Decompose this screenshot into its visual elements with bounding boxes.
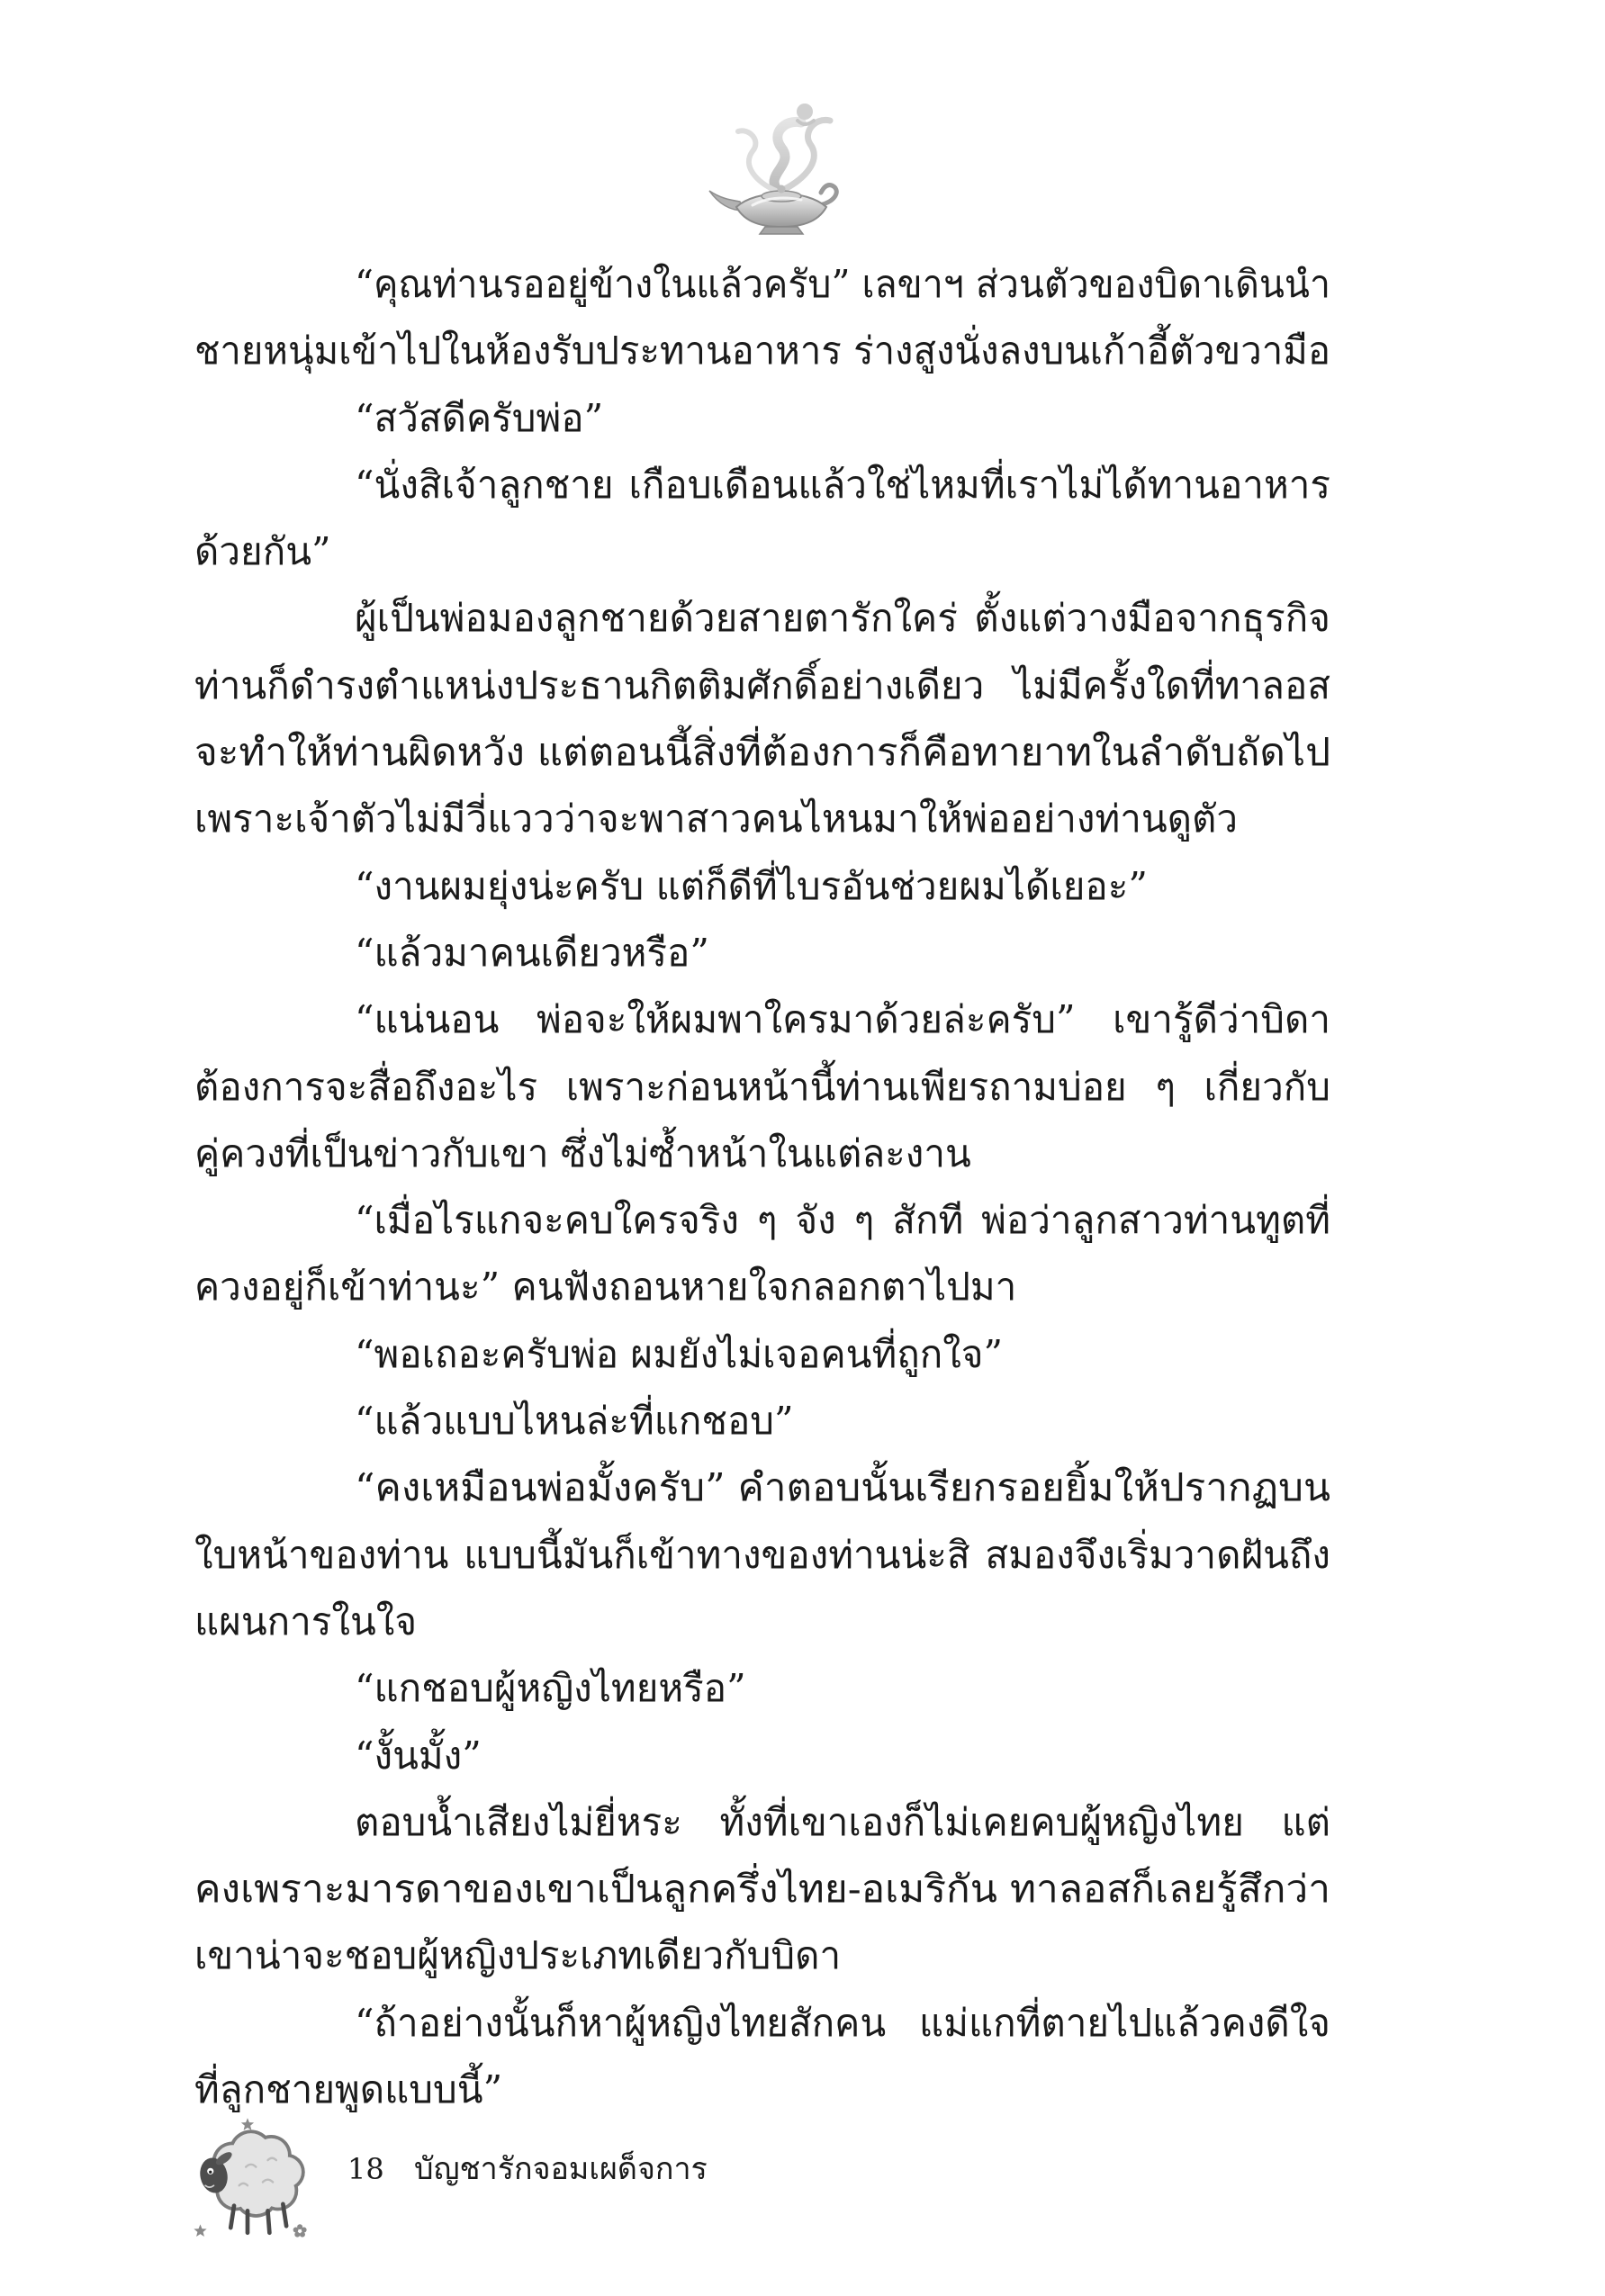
- paragraph: [194, 1723, 1330, 1789]
- paragraph: [194, 1388, 1330, 1454]
- lamp-smoke: [738, 104, 830, 193]
- text-line: ผู้เป็นพ่อมองลูกชายด้วยสายตารักใคร่ ตั้งแต่วางมือจากธุรกิจ: [355, 596, 1330, 641]
- paragraph: [194, 1187, 1330, 1321]
- paragraph: [194, 1321, 1330, 1388]
- text-line: ชายหนุ่มเข้าไปในห้องรับประทานอาหาร ร่างสูงนั่งลงบนเก้าอี้ตัวขวามือ: [194, 329, 1330, 374]
- text-line: “ถ้าอย่างนั้นก็หาผู้หญิงไทยสักคน แม่แกที่ตายไปแล้วคงดีใจ: [355, 2000, 1330, 2045]
- text-line: “งานผมยุ่งน่ะครับ แต่ก็ดีที่ไบรอันช่วยผมได้เยอะ”: [355, 863, 1148, 908]
- paragraph: [194, 1990, 1330, 2124]
- text-line: “คงเหมือนพ่อมั้งครับ” คำตอบนั้นเรียกรอยยิ้มให้ปรากฏบน: [355, 1465, 1330, 1510]
- text-line: “สวัสดีครับพ่อ”: [355, 395, 604, 440]
- text-line: คู่ควงที่เป็นข่าวกับเขา ซึ่งไม่ซ้ำหน้าในแต่ละงาน: [194, 1130, 971, 1175]
- lamp-vessel: [709, 185, 836, 235]
- paragraph: [194, 920, 1330, 986]
- text-line: ใบหน้าของท่าน แบบนี้มันก็เข้าทางของท่านน่ะสิ สมองจึงเริ่มวาดฝันถึง: [194, 1532, 1330, 1577]
- text-line: ควงอยู่ก็เข้าท่านะ” คนฟังถอนหายใจกลอกตาไปมา: [194, 1265, 1017, 1310]
- paragraph: [194, 1789, 1330, 1990]
- page-number: 18: [347, 2152, 384, 2186]
- text-line: “แล้วแบบไหนล่ะที่แกชอบ”: [355, 1399, 794, 1444]
- text-line: คงเพราะมารดาของเขาเป็นลูกครึ่งไทย-อเมริกัน ทาลอสก็เลยรู้สึกว่า: [194, 1867, 1330, 1912]
- body-text: [194, 251, 1330, 2123]
- text-line: ตอบน้ำเสียงไม่ยี่หระ ทั้งที่เขาเองก็ไม่เคยคบผู้หญิงไทย แต่: [355, 1799, 1330, 1844]
- paragraph: [194, 452, 1330, 586]
- text-line: เขาน่าจะชอบผู้หญิงประเภทเดียวกับบิดา: [194, 1933, 842, 1978]
- genie-lamp-icon: [702, 95, 846, 239]
- text-line: “แล้วมาคนเดียวหรือ”: [355, 930, 709, 975]
- text-line: “แน่นอน พ่อจะให้ผมพาใครมาด้วยล่ะครับ” เขารู้ดีว่าบิดา: [355, 997, 1330, 1042]
- paragraph: [194, 1454, 1330, 1655]
- paragraph: [194, 853, 1330, 920]
- text-line: ด้วยกัน”: [194, 529, 331, 574]
- text-line: จะทำให้ท่านผิดหวัง แต่ตอนนี้สิ่งที่ต้องการก็คือทายาทในลำดับถัดไป: [194, 730, 1330, 775]
- paragraph: [194, 1655, 1330, 1722]
- text-line: ที่ลูกชายพูดแบบนี้”: [194, 2067, 503, 2112]
- text-line: “นั่งสิเจ้าลูกชาย เกือบเดือนแล้วใช่ไหมที่เราไม่ได้ทานอาหาร: [355, 462, 1330, 507]
- text-line: “เมื่อไรแกจะคบใครจริง ๆ จัง ๆ สักที พ่อว่าลูกสาวท่านทูตที่: [355, 1198, 1330, 1243]
- text-line: “แกชอบผู้หญิงไทยหรือ”: [355, 1666, 746, 1711]
- text-line: “งั้นมั้ง”: [355, 1733, 482, 1778]
- text-line: ท่านก็ดำรงตำแหน่งประธานกิตติมศักดิ์อย่างเดียว ไม่มีครั้งใดที่ทาลอส: [194, 662, 1330, 707]
- text-line: เพราะเจ้าตัวไม่มีวี่แววว่าจะพาสาวคนไหนมาให้พ่ออย่างท่านดูตัว: [194, 797, 1239, 842]
- text-line: “คุณท่านรออยู่ข้างในแล้วครับ” เลขาฯ ส่วนตัวของบิดาเดินนำ: [355, 262, 1330, 306]
- paragraph: [194, 251, 1330, 385]
- book-title: บัญชารักจอมเผด็จการ: [414, 2151, 708, 2187]
- text-line: “พอเถอะครับพ่อ ผมยังไม่เจอคนที่ถูกใจ”: [355, 1331, 1004, 1376]
- text-line: ต้องการจะสื่อถึงอะไร เพราะก่อนหน้านี้ท่านเพียรถามบ่อย ๆ เกี่ยวกับ: [194, 1064, 1330, 1109]
- sheep-icon: [180, 2108, 315, 2243]
- paragraph: [194, 585, 1330, 852]
- paragraph: [194, 385, 1330, 452]
- running-footer: [347, 2147, 726, 2192]
- paragraph: [194, 986, 1330, 1187]
- text-line: แผนการในใจ: [194, 1598, 418, 1643]
